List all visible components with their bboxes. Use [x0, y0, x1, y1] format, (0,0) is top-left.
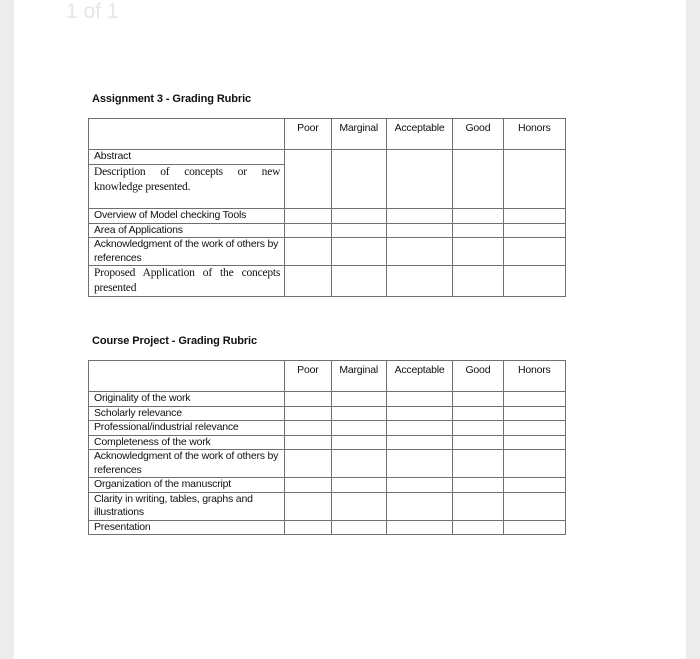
criterion-abstract: Abstract — [89, 150, 285, 165]
score-cell[interactable] — [453, 223, 503, 238]
score-cell[interactable] — [386, 478, 452, 493]
project-header-row — [89, 361, 566, 392]
column-header-poor: Poor — [285, 361, 331, 392]
score-cell[interactable] — [285, 450, 331, 478]
table-row — [89, 421, 566, 436]
criterion-acknowledgment: Acknowledgment of the work of others by references — [89, 450, 285, 478]
score-cell[interactable] — [503, 478, 565, 493]
score-cell[interactable] — [503, 266, 565, 297]
criterion-presentation: Presentation — [89, 520, 285, 535]
column-header-marginal: Marginal — [331, 361, 386, 392]
score-cell[interactable] — [331, 520, 386, 535]
score-cell[interactable] — [285, 421, 331, 436]
column-header-acceptable: Acceptable — [386, 119, 452, 150]
project-rubric-title: Course Project - Grading Rubric — [92, 335, 257, 347]
score-cell[interactable] — [331, 150, 386, 209]
score-cell[interactable] — [331, 223, 386, 238]
score-cell[interactable] — [285, 406, 331, 421]
score-cell[interactable] — [503, 450, 565, 478]
score-cell[interactable] — [285, 208, 331, 223]
score-cell[interactable] — [503, 421, 565, 436]
score-cell[interactable] — [453, 520, 503, 535]
score-cell[interactable] — [285, 520, 331, 535]
score-cell[interactable] — [386, 238, 452, 266]
column-header-marginal: Marginal — [331, 119, 386, 150]
criterion-professional: Professional/industrial relevance — [89, 421, 285, 436]
criterion-description: Description of concepts or new knowledge presented. — [89, 164, 285, 208]
score-cell[interactable] — [331, 492, 386, 520]
score-cell[interactable] — [453, 492, 503, 520]
assignment-rubric-title: Assignment 3 - Grading Rubric — [92, 93, 252, 105]
score-cell[interactable] — [331, 435, 386, 450]
criterion-completeness: Completeness of the work — [89, 435, 285, 450]
score-cell[interactable] — [285, 150, 331, 209]
score-cell[interactable] — [285, 492, 331, 520]
table-row — [89, 150, 566, 165]
score-cell[interactable] — [331, 266, 386, 297]
score-cell[interactable] — [453, 238, 503, 266]
table-row — [89, 478, 566, 493]
score-cell[interactable] — [453, 392, 503, 407]
score-cell[interactable] — [386, 406, 452, 421]
score-cell[interactable] — [453, 406, 503, 421]
header-blank-cell — [89, 361, 285, 392]
criterion-organization: Organization of the manuscript — [89, 478, 285, 493]
score-cell[interactable] — [331, 238, 386, 266]
table-row — [89, 208, 566, 223]
score-cell[interactable] — [503, 208, 565, 223]
criterion-originality: Originality of the work — [89, 392, 285, 407]
score-cell[interactable] — [453, 478, 503, 493]
page-counter: 1 of 1 — [66, 0, 119, 23]
score-cell[interactable] — [503, 435, 565, 450]
score-cell[interactable] — [503, 392, 565, 407]
score-cell[interactable] — [386, 392, 452, 407]
score-cell[interactable] — [285, 392, 331, 407]
score-cell[interactable] — [285, 223, 331, 238]
score-cell[interactable] — [331, 478, 386, 493]
score-cell[interactable] — [386, 266, 452, 297]
score-cell[interactable] — [386, 150, 452, 209]
column-header-good: Good — [453, 361, 503, 392]
score-cell[interactable] — [503, 406, 565, 421]
score-cell[interactable] — [386, 435, 452, 450]
assignment-header-row — [89, 119, 566, 150]
score-cell[interactable] — [503, 520, 565, 535]
score-cell[interactable] — [386, 421, 452, 436]
table-row — [89, 435, 566, 450]
criterion-overview-tools: Overview of Model checking Tools — [89, 208, 285, 223]
score-cell[interactable] — [453, 435, 503, 450]
score-cell[interactable] — [503, 150, 565, 209]
score-cell[interactable] — [386, 492, 452, 520]
score-cell[interactable] — [386, 450, 452, 478]
table-row — [89, 223, 566, 238]
criterion-acknowledgment: Acknowledgment of the work of others by references — [89, 238, 285, 266]
score-cell[interactable] — [503, 492, 565, 520]
score-cell[interactable] — [503, 223, 565, 238]
score-cell[interactable] — [331, 208, 386, 223]
score-cell[interactable] — [331, 421, 386, 436]
table-row — [89, 406, 566, 421]
score-cell[interactable] — [285, 266, 331, 297]
criterion-clarity: Clarity in writing, tables, graphs and illustrations — [89, 492, 285, 520]
score-cell[interactable] — [285, 478, 331, 493]
score-cell[interactable] — [285, 238, 331, 266]
column-header-honors: Honors — [503, 361, 565, 392]
score-cell[interactable] — [453, 150, 503, 209]
score-cell[interactable] — [331, 450, 386, 478]
column-header-honors: Honors — [503, 119, 565, 150]
criterion-scholarly: Scholarly relevance — [89, 406, 285, 421]
table-row — [89, 450, 566, 478]
score-cell[interactable] — [386, 208, 452, 223]
score-cell[interactable] — [453, 208, 503, 223]
criterion-proposed-application: Proposed Application of the concepts presented — [89, 266, 285, 297]
criterion-area-applications: Area of Applications — [89, 223, 285, 238]
score-cell[interactable] — [386, 520, 452, 535]
score-cell[interactable] — [285, 435, 331, 450]
score-cell[interactable] — [331, 392, 386, 407]
table-row — [89, 266, 566, 297]
column-header-acceptable: Acceptable — [386, 361, 452, 392]
column-header-good: Good — [453, 119, 503, 150]
score-cell[interactable] — [386, 223, 452, 238]
score-cell[interactable] — [503, 238, 565, 266]
assignment-rubric-table — [88, 118, 566, 297]
score-cell[interactable] — [331, 406, 386, 421]
score-cell[interactable] — [453, 266, 503, 297]
project-rubric-table — [88, 360, 566, 535]
table-row — [89, 492, 566, 520]
table-row — [89, 392, 566, 407]
score-cell[interactable] — [453, 450, 503, 478]
table-row — [89, 238, 566, 266]
column-header-poor: Poor — [285, 119, 331, 150]
header-blank-cell — [89, 119, 285, 150]
table-row — [89, 520, 566, 535]
score-cell[interactable] — [453, 421, 503, 436]
